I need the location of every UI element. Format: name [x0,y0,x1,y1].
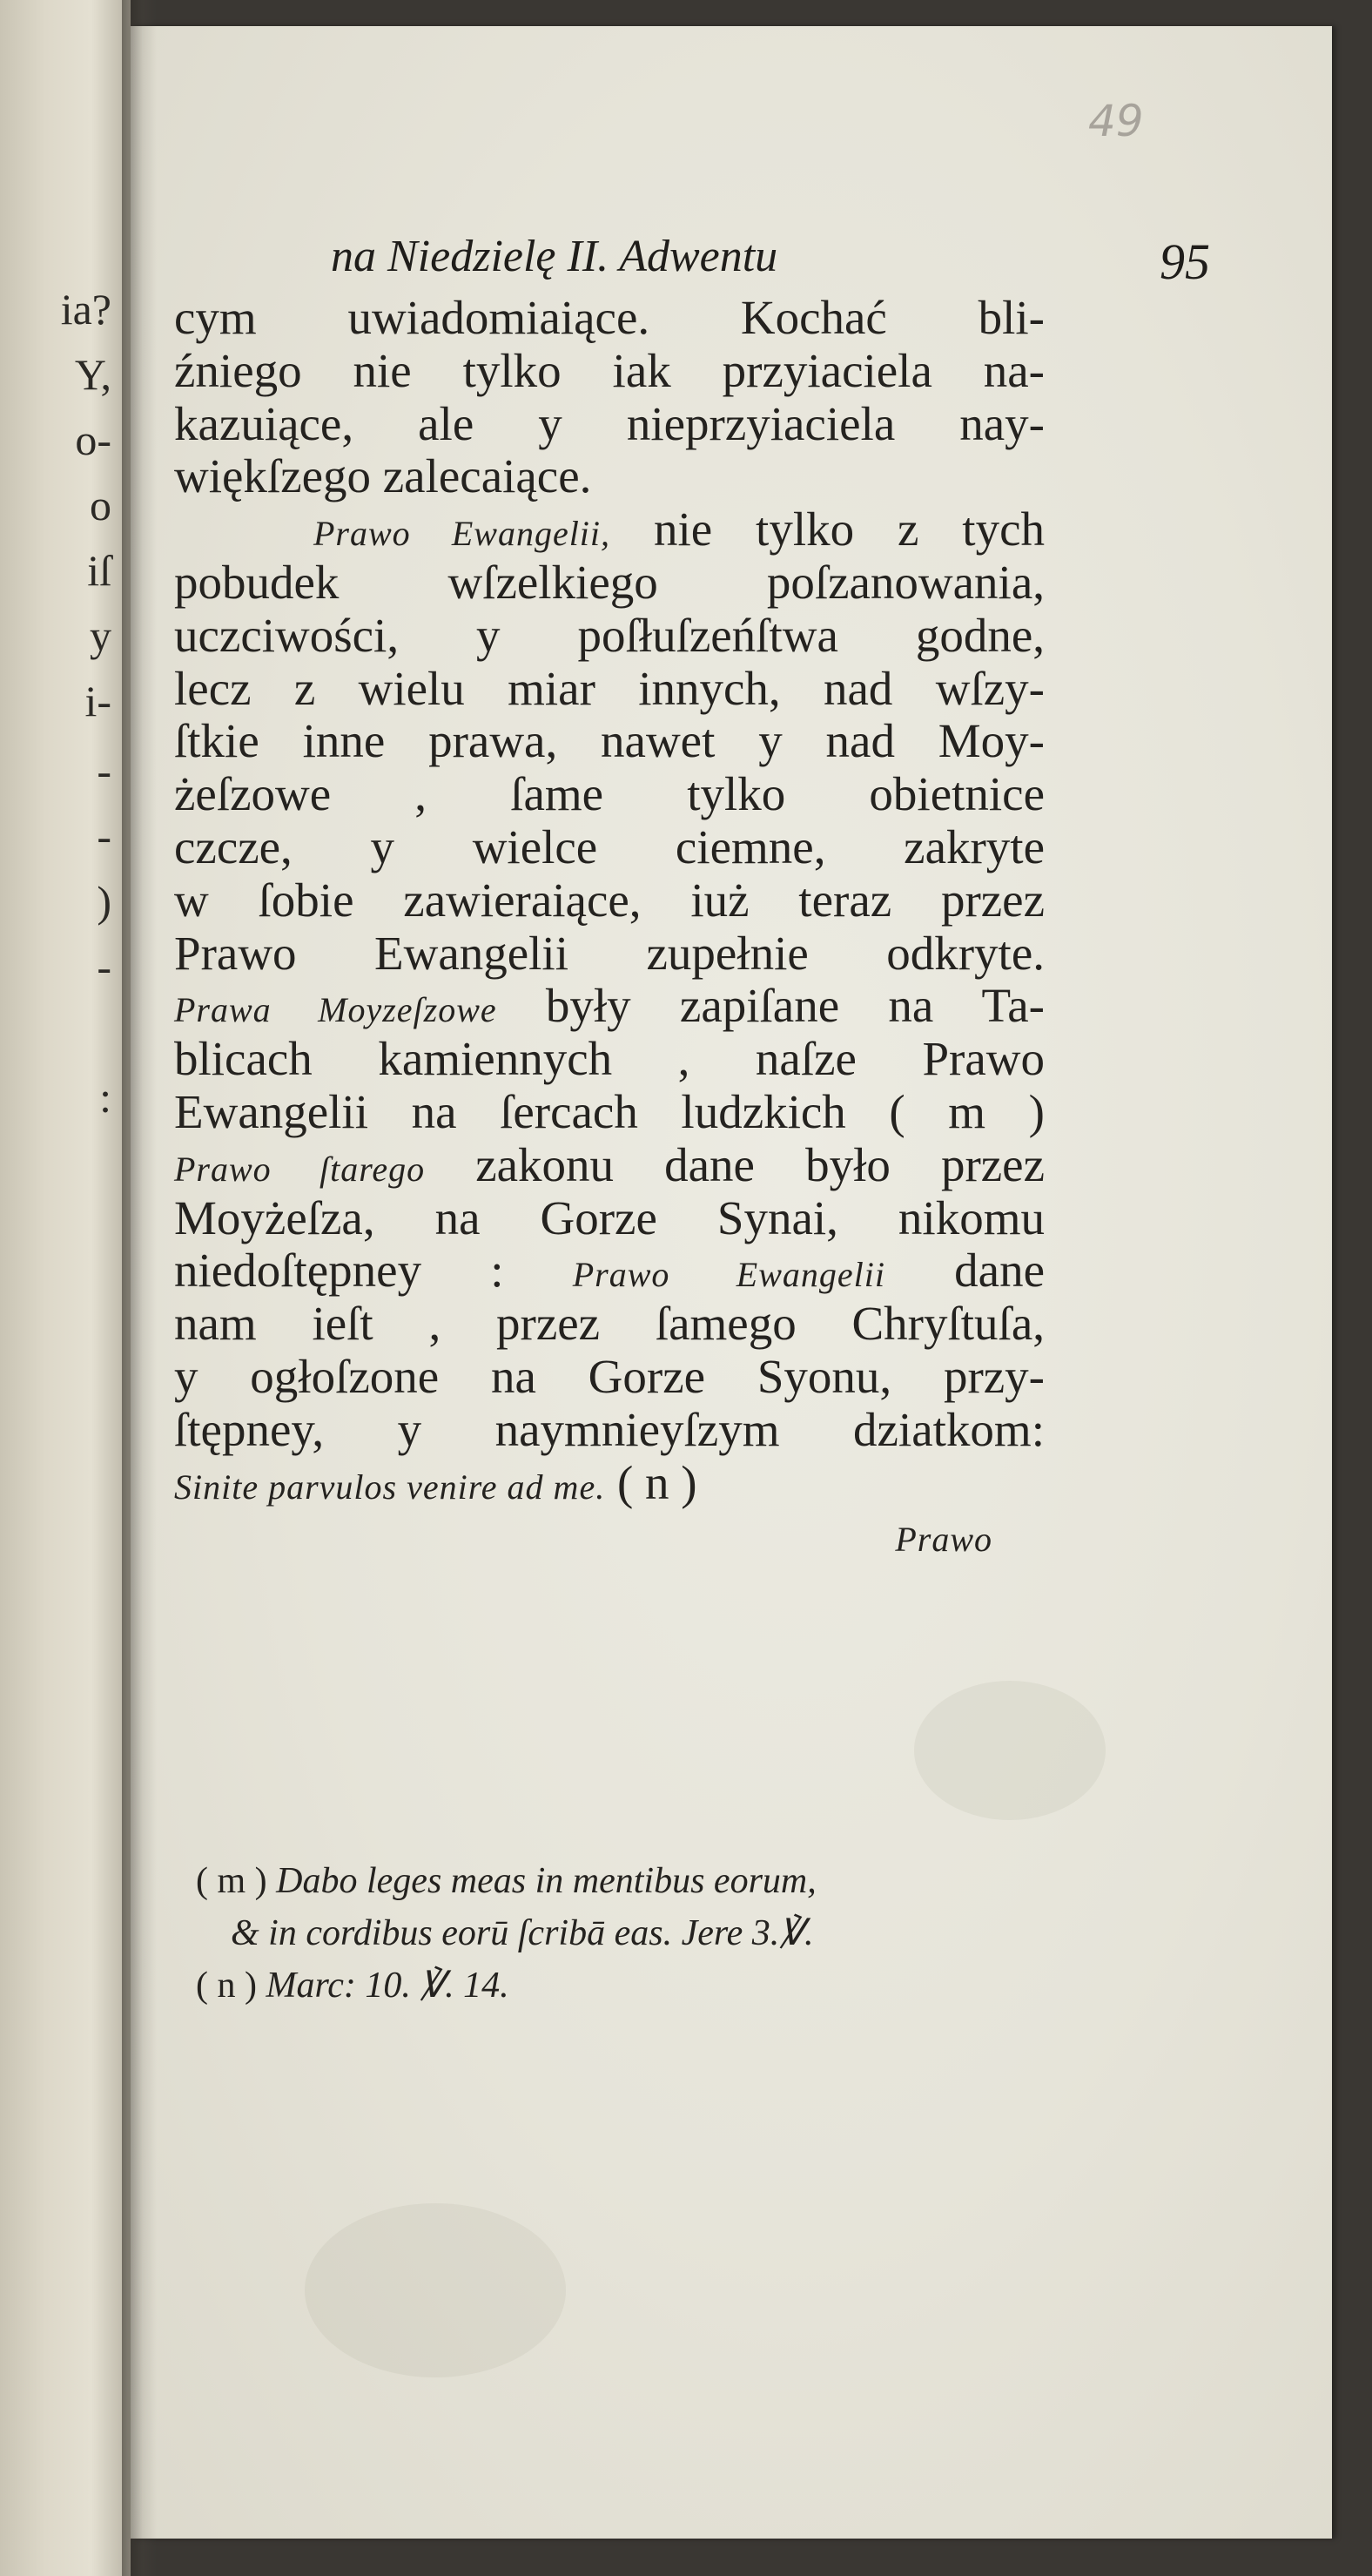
text-line [174,1457,1045,1510]
running-head [331,222,1210,292]
pencil-folio-mark: 49 [1088,96,1144,146]
book-page [131,26,1332,2539]
previous-page-fragment: ia? [60,285,111,334]
text-line [174,556,1045,610]
footnote-line [196,1907,1066,1959]
previous-page-fragment: ) [97,877,111,926]
previous-page-fragment: : [99,1073,111,1122]
previous-page-fragment: i- [84,677,111,725]
previous-page-fragment: Y, [74,350,111,399]
previous-page-edge [0,0,131,2576]
text-line [174,1033,1045,1086]
footnote-line [196,1855,1066,1907]
line-text: ſtkie inne prawa, nawet y nad Moy- [174,714,1045,768]
line-text: nie tylko z tych [610,502,1046,556]
paper-stain [914,1681,1106,1820]
text-line [174,450,1045,503]
book-gutter [122,0,157,2576]
text-line [174,503,1045,556]
previous-page-fragment: - [97,812,111,860]
line-text: y ogłoſzone na Gorze Syonu, przy- [174,1349,1045,1403]
footnote-mark: ( n ) [196,1966,257,2006]
text-line [174,398,1045,451]
italic-phrase: Prawo ſtarego [174,1149,426,1189]
body-text [174,292,1045,1562]
text-line [174,715,1045,768]
text-line [174,345,1045,398]
text-line [174,1404,1045,1457]
text-line [174,292,1045,345]
catchword-row [174,1509,1045,1562]
page-number: 95 [1160,233,1210,290]
line-text: w ſobie zawieraiące, iuż teraz przez [174,873,1045,927]
catchword: Prawo [895,1520,992,1560]
text-line [174,610,1045,663]
text-line [174,1244,1045,1298]
text-line [174,980,1045,1033]
line-text: więkſzego zalecaiące. [174,449,592,503]
italic-phrase: Sinite parvulos venire ad me. [174,1467,606,1507]
line-text: nam ieſt , przez ſamego Chryſtuſa, [174,1297,1045,1351]
running-head-title: na Niedzielę II. Adwentu [331,232,778,281]
text-line [174,768,1045,821]
line-text: niedoſtępney : [174,1244,573,1298]
footnote-text: Marc: 10. ℣. 14. [256,1966,509,2006]
previous-page-fragment: iſ [87,546,111,595]
text-line [174,663,1045,716]
line-text: lecz z wielu miar innych, nad wſzy- [174,661,1045,715]
line-text: żeſzowe , ſame tylko obietnice [174,767,1045,821]
line-text: Moyżeſza, na Gorze Synai, nikomu [174,1190,1045,1244]
previous-page-fragment: o [90,481,111,529]
previous-page-fragment: - [97,942,111,991]
previous-page-fragment: y [90,611,111,660]
italic-phrase: Prawo Ewangelii, [313,514,611,554]
paper-stain [305,2203,566,2377]
line-text: ſtępney, y naymnieyſzym dziatkom: [174,1402,1045,1456]
line-text: uczciwości, y poſłuſzeńſtwa godne, [174,608,1045,662]
text-line [174,1086,1045,1139]
previous-page-fragment: - [97,746,111,795]
line-text: dane [885,1244,1046,1298]
previous-page-fragment: o- [75,415,111,464]
line-text: czcze, y wielce ciemne, zakryte [174,819,1045,873]
text-line [174,927,1045,981]
footnote-text: Dabo leges meas in mentibus eorum, [266,1861,817,1901]
line-text: Prawo Ewangelii zupełnie odkryte. [174,926,1045,980]
line-text: kazuiące, ale y nieprzyiaciela nay- [174,396,1045,450]
line-text: pobudek wſzelkiego poſzanowania, [174,555,1045,609]
footnote-mark: ( m ) [196,1861,267,1901]
footnote-line [196,1959,1066,2012]
line-text: ( n ) [605,1455,697,1509]
line-text: blicach kamiennych , naſze Prawo [174,1032,1045,1086]
line-text: Ewangelii na ſercach ludzkich ( m ) [174,1084,1045,1138]
line-text: były zapiſane na Ta- [496,979,1045,1033]
text-line [174,1139,1045,1192]
text-line [174,1298,1045,1351]
footnote-text: & in cordibus eorū ſcribā eas. Jere 3.℣. [231,1913,814,1953]
text-line [174,1351,1045,1404]
italic-phrase: Prawo Ewangelii [572,1255,886,1295]
line-text: cym uwiadomiaiące. Kochać bli- [174,291,1045,344]
line-text: zakonu dane było przez [425,1137,1045,1191]
line-text: źniego nie tylko iak przyiaciela na- [174,343,1045,397]
footnotes [196,1855,1066,2012]
text-line [174,874,1045,927]
italic-phrase: Prawa Moyzeſzowe [174,990,497,1030]
text-line [174,1192,1045,1245]
text-line [174,821,1045,874]
